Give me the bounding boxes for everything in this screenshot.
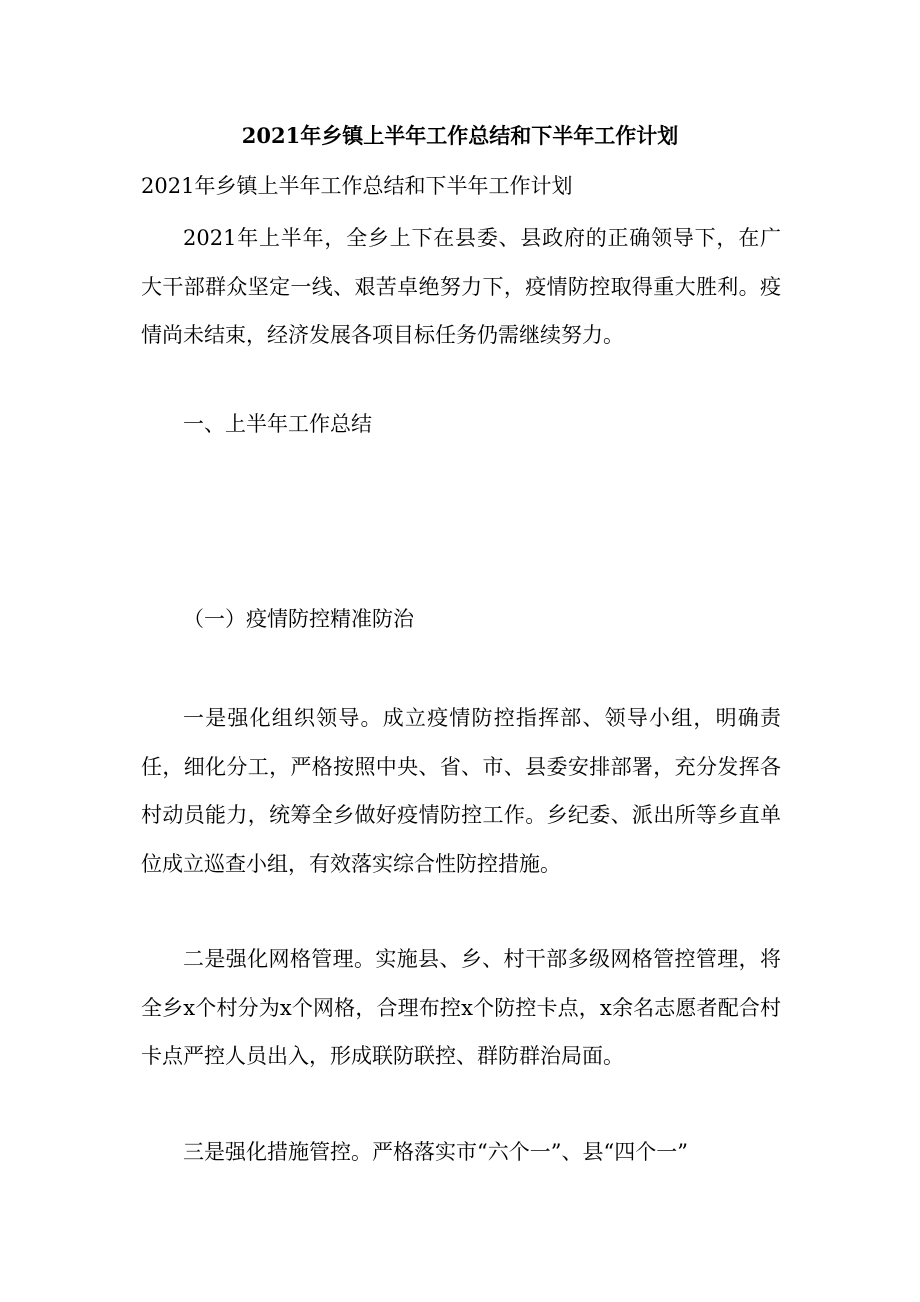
paragraph-item-3: 三是强化措施管控。严格落实市“六个一”、县“四个一” xyxy=(183,1140,688,1164)
paragraph-item-2: 二是强化网格管理。实施县、乡、村干部多级网格管控管理，将全乡x个村分为x个网格，合理布控x个防控卡点，x余名志愿者配合村卡点严控人员出入，形成联防联控、群防群治局面。 xyxy=(141,947,781,1068)
intro-paragraph: 2021年上半年，全乡上下在县委、县政府的正确领导下，在广大干部群众坚定一线、艰苦卓绝努力下，疫情防控取得重大胜利。疫情尚未结束，经济发展各项目标任务仍需继续努力。 xyxy=(141,226,781,347)
document-subtitle: 2021年乡镇上半年工作总结和下半年工作计划 xyxy=(141,174,573,198)
subsection-heading-epidemic: （一）疫情防控精准防治 xyxy=(183,607,414,631)
section-heading-summary: 一、上半年工作总结 xyxy=(183,412,372,436)
document-title: 2021年乡镇上半年工作总结和下半年工作计划 xyxy=(241,123,679,148)
paragraph-item-1: 一是强化组织领导。成立疫情防控指挥部、领导小组，明确责任，细化分工，严格按照中央、省、市、县委安排部署，充分发挥各村动员能力，统筹全乡做好疫情防控工作。乡纪委、派出所等乡直单位成立巡查小组，有效落实综合性防控措施。 xyxy=(141,706,781,876)
